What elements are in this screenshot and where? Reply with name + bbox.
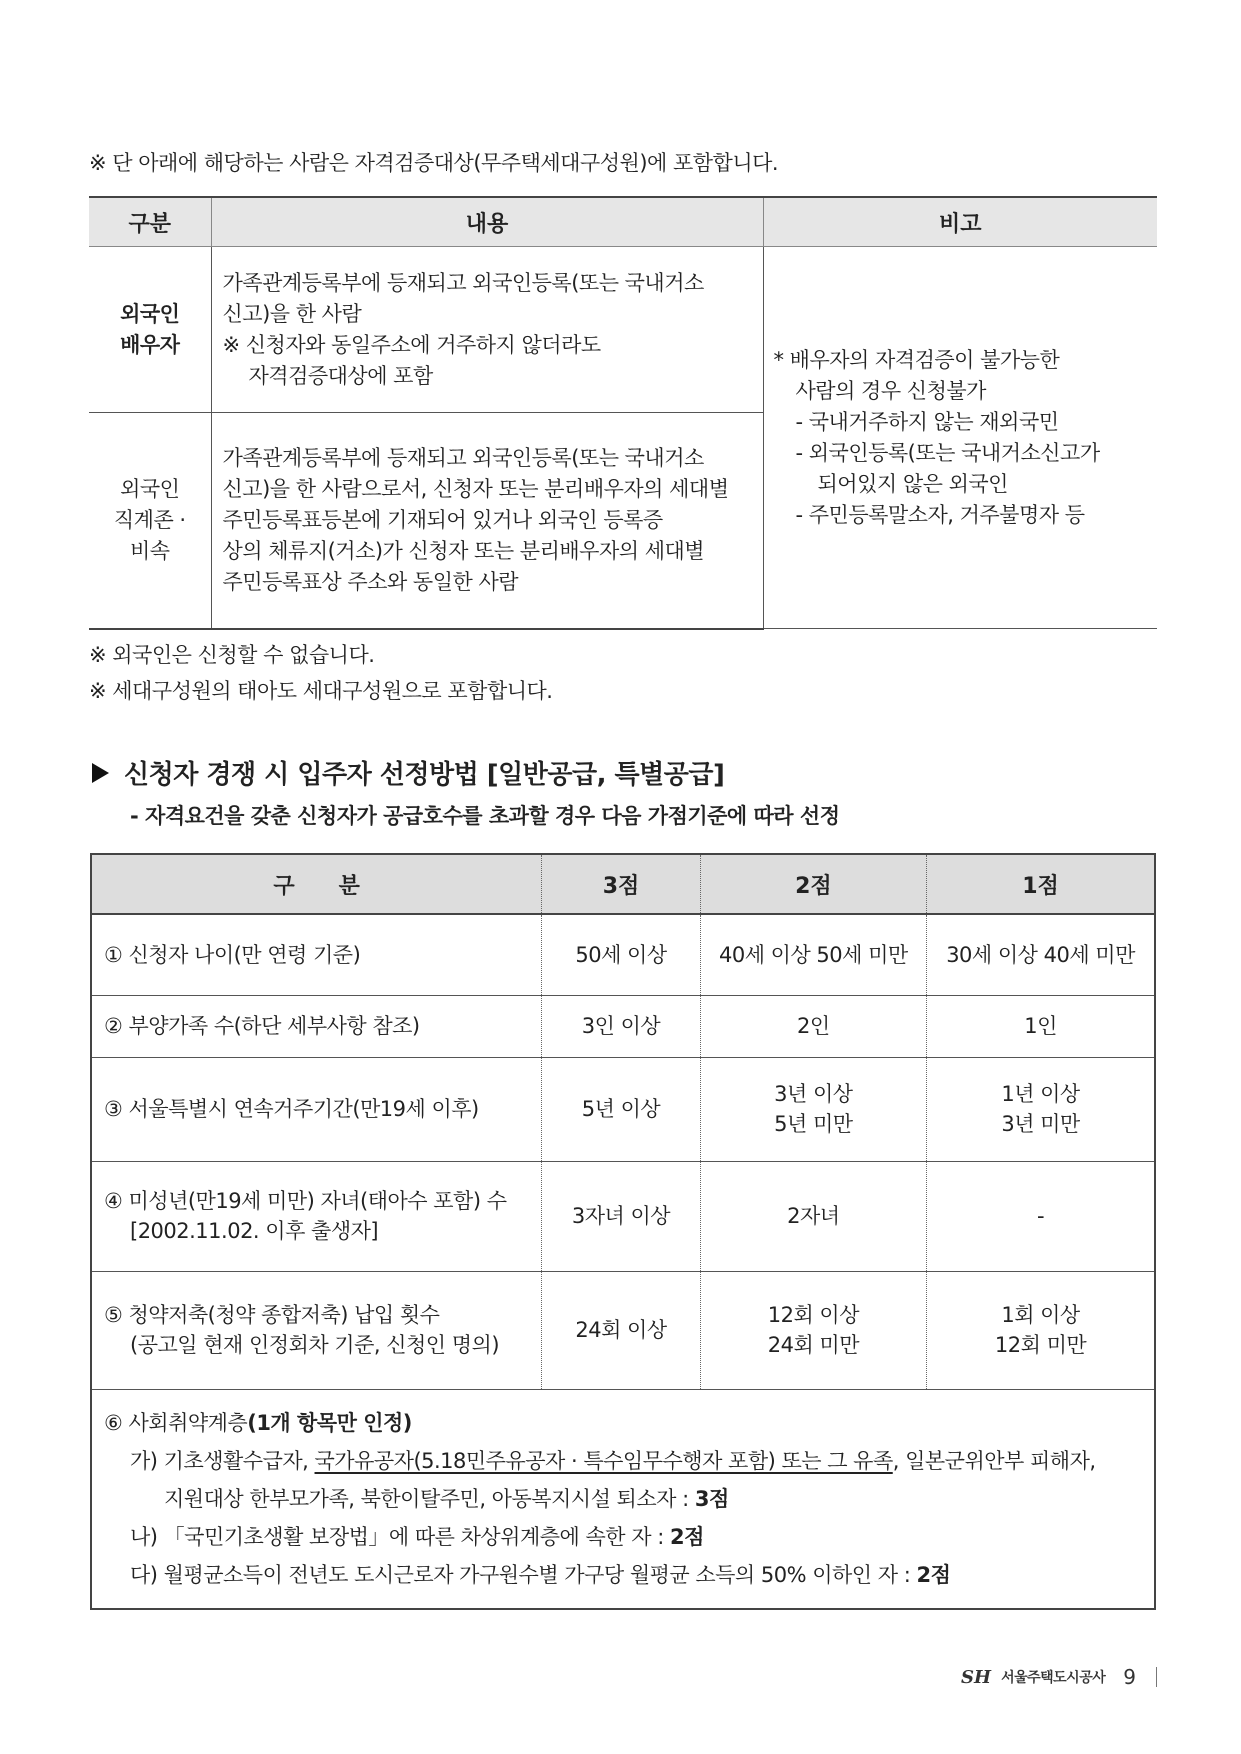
criterion-line: ④ 미성년(만19세 미만) 자녀(태아수 포함) 수 xyxy=(104,1189,507,1213)
section-heading xyxy=(90,754,724,791)
section-subtitle: - 자격요건을 갖춘 신청자가 공급호수를 초과할 경우 다음 가점기준에 따라 선정 xyxy=(130,804,840,828)
content-line: 주민등록표상 주소와 동일한 사람 xyxy=(222,569,519,594)
score-3 xyxy=(542,914,700,995)
score-3 xyxy=(542,1161,700,1271)
content-line: ※ 신청자와 동일주소에 거주하지 않더라도 xyxy=(222,332,601,357)
category-line: 외국인 xyxy=(120,301,180,326)
score-line: 3인 이상 xyxy=(581,1014,661,1038)
footer-divider xyxy=(1156,1667,1157,1687)
category-line: 비속 xyxy=(129,538,170,563)
item-underlined-text: 국가유공자(5.18민주유공자 · 특수임무수행자 포함) 또는 그 유족 xyxy=(314,1448,893,1473)
page-number: 9 xyxy=(1123,1665,1136,1689)
score-line: 1년 이상 xyxy=(1001,1082,1080,1106)
table-row xyxy=(91,1161,1155,1271)
vulnerable-item-da xyxy=(104,1556,1142,1594)
score-1 xyxy=(927,1161,1155,1271)
table-row xyxy=(91,1057,1155,1161)
remark-cell xyxy=(763,247,1157,629)
score-line: 3년 미만 xyxy=(1001,1112,1080,1136)
content-line: 가족관계등록부에 등재되고 외국인등록(또는 국내거소 xyxy=(222,270,704,295)
table-row xyxy=(91,1271,1155,1389)
score-line: 3년 이상 xyxy=(774,1082,853,1106)
header-2-points: 2점 xyxy=(700,854,926,914)
notes-after xyxy=(89,640,552,706)
header-content: 내용 xyxy=(211,197,763,247)
content-line: 신고)을 한 사람 xyxy=(222,301,362,326)
score-2 xyxy=(700,1057,926,1161)
item-points: 2점 xyxy=(916,1562,951,1587)
remark-line: - 국내거주하지 않는 재외국민 xyxy=(795,409,1059,434)
score-1 xyxy=(927,914,1155,995)
content-line: 주민등록표등본에 기재되어 있거나 외국인 등록증 xyxy=(222,507,663,532)
score-line: - xyxy=(1036,1204,1045,1228)
vulnerable-title-bold: (1개 항목만 인정) xyxy=(247,1410,412,1435)
item-text: 다) 월평균소득이 전년도 도시근로자 가구원수별 가구당 월평균 소득의 50% 이하인 자 : xyxy=(130,1562,917,1587)
content-foreign-spouse xyxy=(211,247,763,413)
score-line: 24회 미만 xyxy=(767,1333,859,1357)
criterion-line: ③ 서울특별시 연속거주기간(만19세 이후) xyxy=(104,1097,479,1121)
score-line: 1인 xyxy=(1024,1014,1057,1038)
score-line: 3자녀 이상 xyxy=(571,1204,671,1228)
content-line: 신고)을 한 사람으로서, 신청자 또는 분리배우자의 세대별 xyxy=(222,476,729,501)
criterion-dependents xyxy=(91,995,542,1057)
header-3-points: 3점 xyxy=(542,854,700,914)
spouse-eligibility-table xyxy=(89,196,1157,630)
content-line: 자격검증대상에 포함 xyxy=(248,363,433,388)
criterion-savings-deposits xyxy=(91,1271,542,1389)
scoring-criteria-table xyxy=(90,853,1156,1610)
score-line: 40세 이상 50세 미만 xyxy=(719,942,908,967)
score-line: 5년 이상 xyxy=(581,1097,661,1121)
score-line: 2자녀 xyxy=(787,1204,840,1228)
sh-logo-icon: SH xyxy=(961,1666,992,1688)
score-line: 12회 미만 xyxy=(994,1333,1087,1357)
remark-line: - 외국인등록(또는 국내거소신고가 xyxy=(795,440,1100,465)
item-text: 지원대상 한부모가족, 북한이탈주민, 아동복지시설 퇴소자 : xyxy=(164,1486,695,1511)
score-line: 30세 이상 40세 미만 xyxy=(946,942,1135,967)
score-2 xyxy=(700,1271,926,1389)
vulnerable-title-text: ⑥ 사회취약계층 xyxy=(104,1410,248,1435)
vulnerable-item-ga xyxy=(104,1442,1142,1480)
criterion-line: ① 신청자 나이(만 연령 기준) xyxy=(104,942,361,967)
vulnerable-item-na xyxy=(104,1518,1142,1556)
remark-line: 사람의 경우 신청불가 xyxy=(795,378,986,403)
content-line: 가족관계등록부에 등재되고 외국인등록(또는 국내거소 xyxy=(222,445,704,470)
triangle-bullet-icon xyxy=(90,762,110,784)
score-2 xyxy=(700,1161,926,1271)
score-3 xyxy=(542,995,700,1057)
score-1 xyxy=(927,995,1155,1057)
note-line: ※ 세대구성원의 태아도 세대구성원으로 포함합니다. xyxy=(89,679,553,703)
item-points: 3점 xyxy=(694,1486,729,1511)
content-foreign-lineal xyxy=(211,413,763,629)
item-points: 2점 xyxy=(669,1524,704,1549)
org-name: 서울주택도시공사 xyxy=(1001,1670,1106,1686)
criterion-minor-children xyxy=(91,1161,542,1271)
category-line: 외국인 xyxy=(120,476,180,501)
score-line: 1회 이상 xyxy=(1001,1303,1080,1327)
score-3 xyxy=(542,1057,700,1161)
criterion-line: (공고일 현재 인정회차 기준, 신청인 명의) xyxy=(130,1333,500,1357)
criterion-line: [2002.11.02. 이후 출생자] xyxy=(130,1219,379,1243)
content-line: 상의 체류지(거소)가 신청자 또는 분리배우자의 세대별 xyxy=(222,538,705,563)
table-row xyxy=(89,247,1157,413)
score-line: 12회 이상 xyxy=(767,1303,859,1327)
page-footer xyxy=(961,1665,1157,1689)
section-title: 신청자 경쟁 시 입주자 선정방법 [일반공급, 특별공급] xyxy=(124,760,725,790)
header-1-points: 1점 xyxy=(927,854,1155,914)
criterion-age xyxy=(91,914,542,995)
score-3 xyxy=(542,1271,700,1389)
table-row xyxy=(91,1389,1155,1609)
score-1 xyxy=(927,1271,1155,1389)
criterion-residence xyxy=(91,1057,542,1161)
item-text: , 일본군위안부 피해자, xyxy=(892,1448,1096,1473)
note-line: ※ 외국인은 신청할 수 없습니다. xyxy=(89,643,375,667)
score-2 xyxy=(700,914,926,995)
top-note: ※ 단 아래에 해당하는 사람은 자격검증대상(무주택세대구성원)에 포함합니다. xyxy=(89,151,779,175)
category-line: 직계존 · xyxy=(113,507,186,532)
item-text: 나) 「국민기초생활 보장법」에 따른 차상위계층에 속한 자 : xyxy=(130,1524,670,1549)
criterion-vulnerable-groups xyxy=(91,1389,1155,1609)
score-2 xyxy=(700,995,926,1057)
score-line: 24회 이상 xyxy=(575,1318,667,1342)
table-row xyxy=(91,995,1155,1057)
score-1 xyxy=(927,1057,1155,1161)
remark-line: 되어있지 않은 외국인 xyxy=(817,471,1008,496)
score-line: 5년 미만 xyxy=(774,1112,853,1136)
criterion-line: ⑤ 청약저축(청약 종합저축) 납입 횟수 xyxy=(104,1303,440,1327)
table-row xyxy=(91,914,1155,995)
header-category: 구 분 xyxy=(91,854,542,914)
remark-line: * 배우자의 자격검증이 불가능한 xyxy=(773,347,1060,372)
score-line: 50세 이상 xyxy=(575,942,667,967)
criterion-line: ② 부양가족 수(하단 세부사항 참조) xyxy=(104,1014,420,1038)
item-text: 가) 기초생활수급자, xyxy=(130,1448,315,1473)
score-line: 2인 xyxy=(797,1014,830,1038)
category-foreign-spouse xyxy=(89,247,211,413)
remark-line: - 주민등록말소자, 거주불명자 등 xyxy=(795,502,1085,527)
category-foreign-lineal xyxy=(89,413,211,629)
header-remark: 비고 xyxy=(763,197,1157,247)
category-line: 배우자 xyxy=(120,332,180,357)
header-category: 구분 xyxy=(89,197,211,247)
vulnerable-item-ga-cont xyxy=(104,1480,1142,1518)
vulnerable-title xyxy=(104,1404,1142,1442)
